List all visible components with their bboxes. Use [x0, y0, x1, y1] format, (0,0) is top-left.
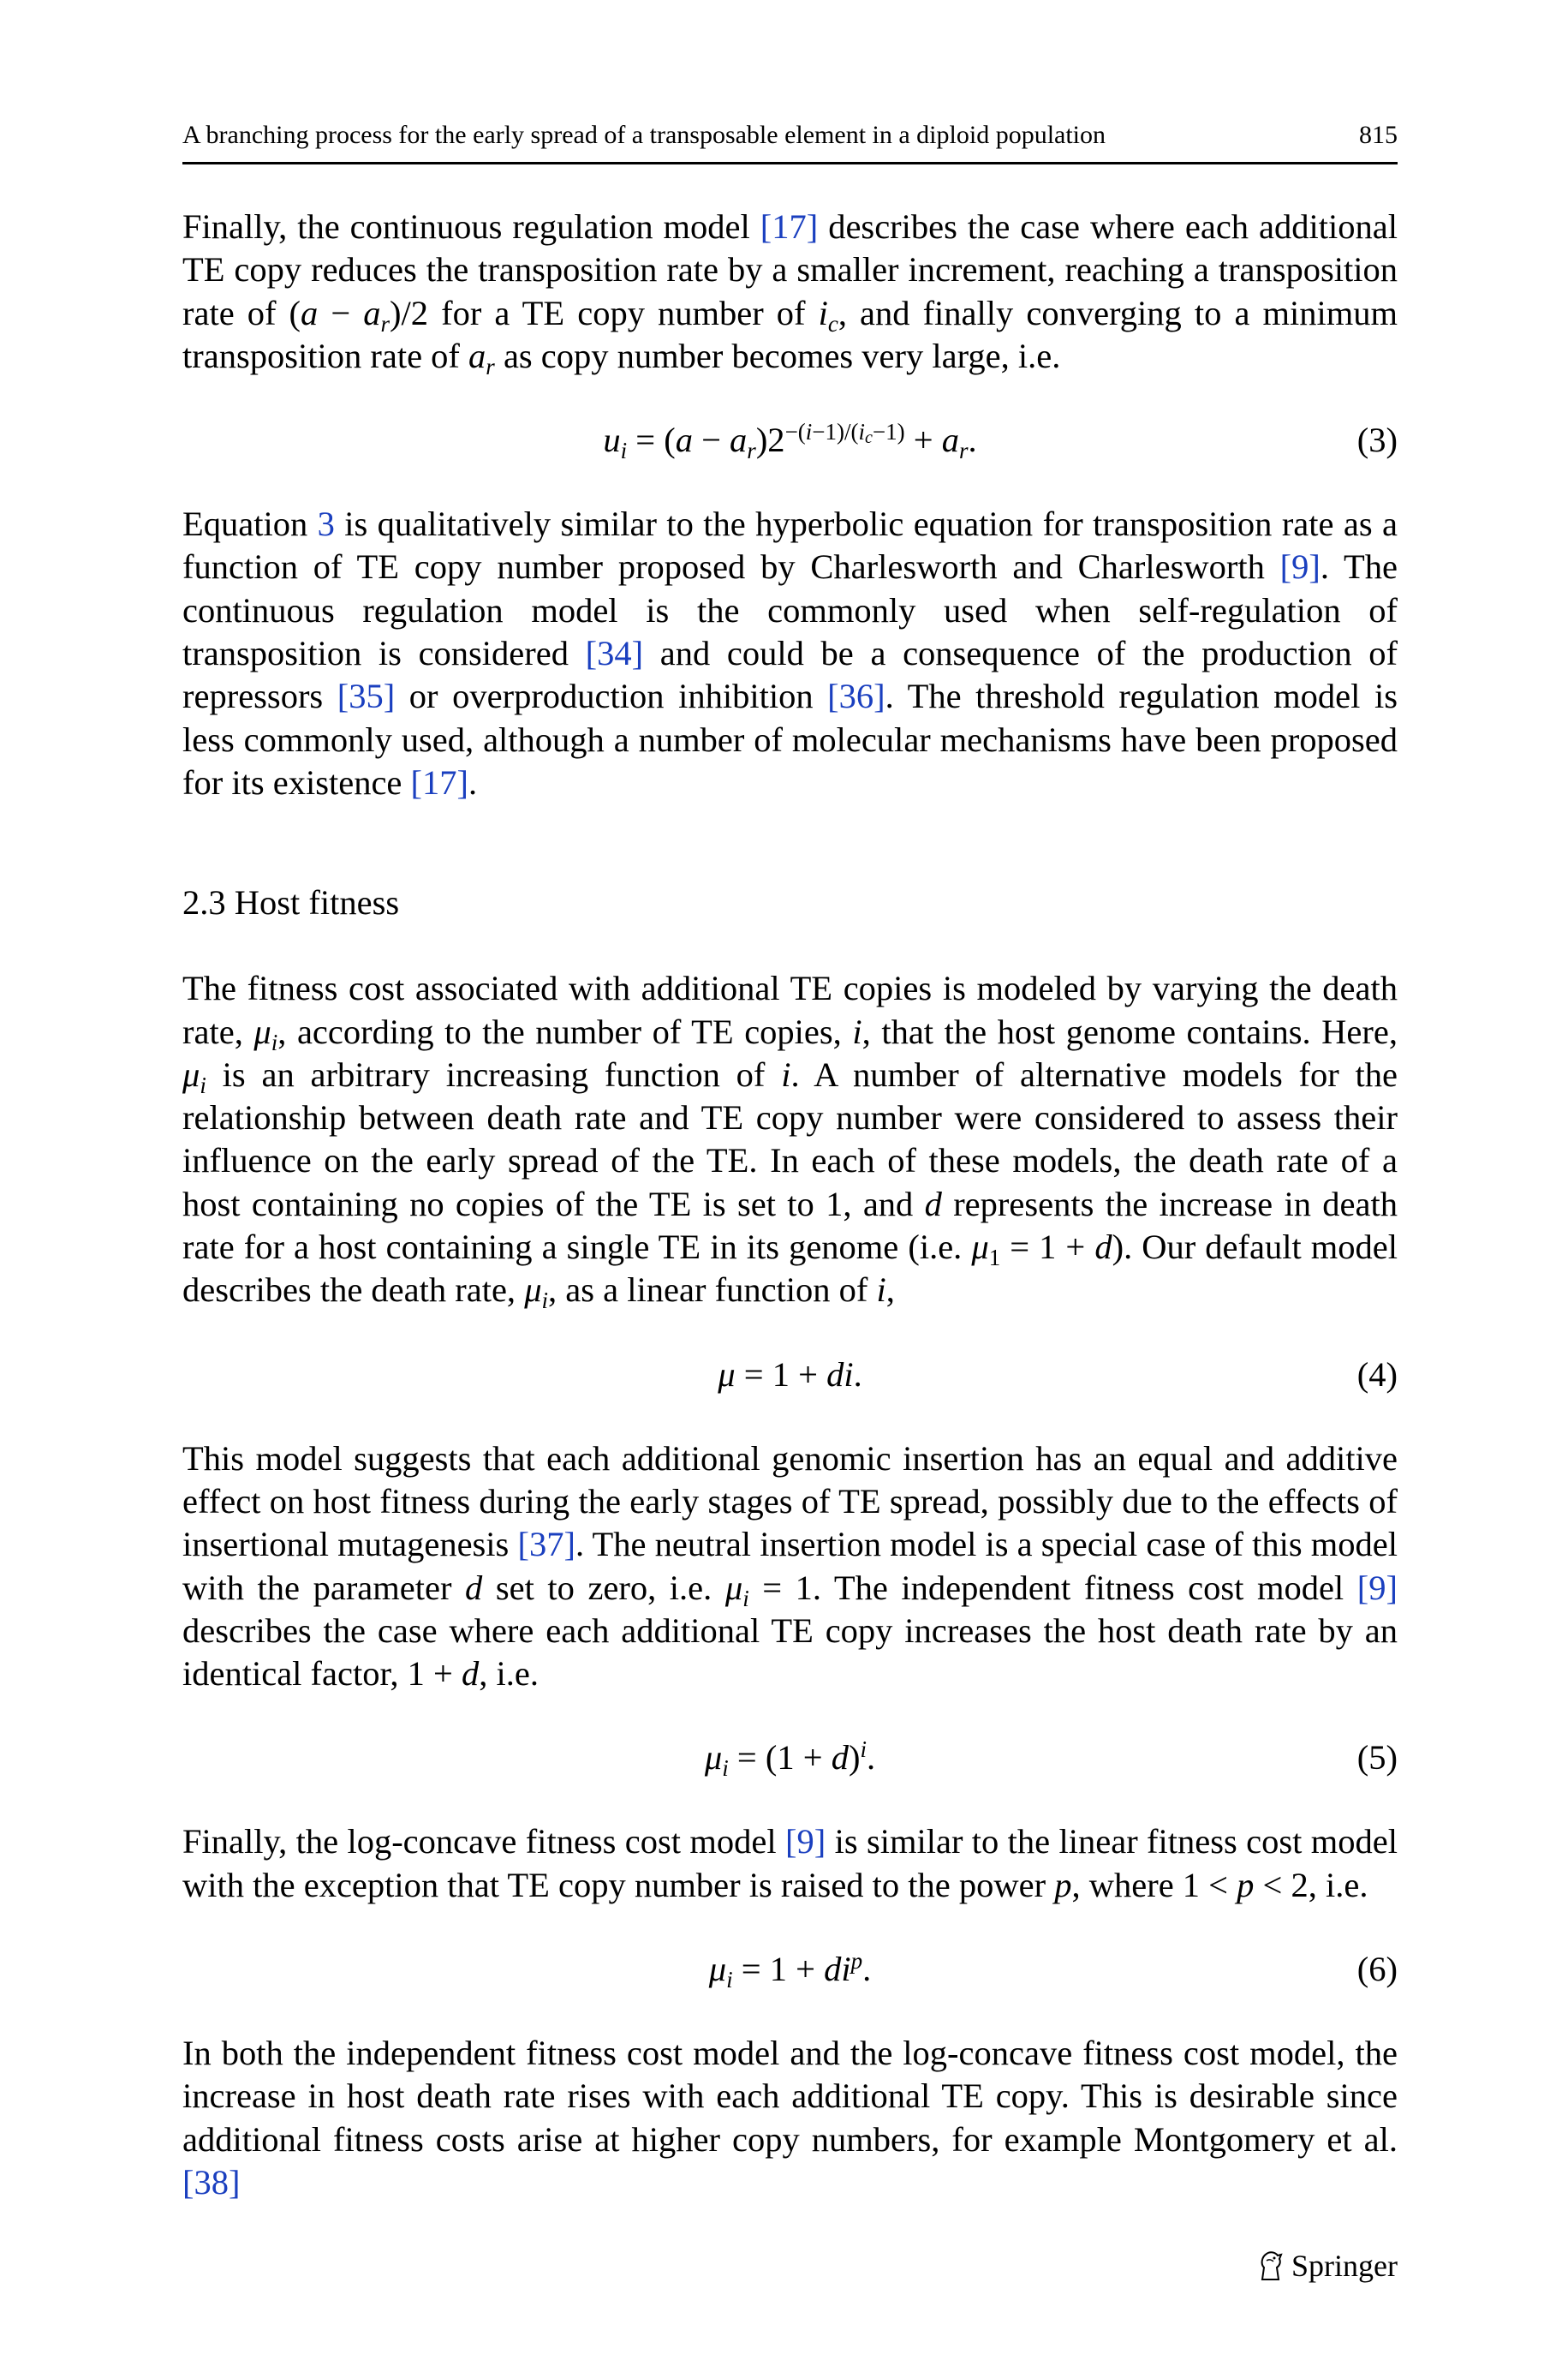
paragraph-log-concave-model: Finally, the log-concave fitness cost model [9] is similar to the linear fitness cost model with the exception that TE copy number is raised to the power p, where 1 < p < 2, i.e. [182, 1822, 1398, 1904]
equation-6-formula: $\mu_i = 1 + di^p$. [708, 1948, 872, 1993]
citation-link[interactable]: [38] [182, 2162, 241, 2202]
publisher-footer [1255, 2247, 1398, 2285]
paragraph-host-fitness: The fitness cost associated with additional TE copies is modeled by varying the death rate, $\mu_i$, according to the number of TE copies, i, that the host genome contains. Here, $\mu_i$ is an arbitrary increasing function of i. A number of alternative models for the relationship between death rate and TE copy number were considered to assess their influence on the early spread of the TE. In each of these models, the death rate of a host containing no copies of the TE is set to 1, and d represents the increase in death rate for a host containing a single TE in its genome (i.e. $\mu_1 = 1 + d$). Our default model describes the death rate, $\mu_i$, as a linear function of i, [182, 969, 1398, 1314]
citation-link[interactable]: [17] [410, 762, 469, 802]
equation-6 [182, 1948, 1398, 1991]
equation-5 [182, 1736, 1398, 1782]
citation-link[interactable]: [9] [1279, 547, 1321, 587]
equation-3 [182, 419, 1398, 462]
paragraph-continuous-regulation: Finally, the continuous regulation model [17] describes the case where each additional TE copy reduces the transposition rate by a smaller increment, reaching a transposition rate of $(a - a_r)/2$ for a TE copy number of $i_c$, and finally converging to a minimum transposition rate of $a_r$ as copy number becomes very large, i.e. [182, 207, 1398, 379]
page-body [182, 206, 1398, 2204]
springer-horse-icon [1255, 2249, 1285, 2283]
running-title: A branching process for the early spread of a transposable element in a diploid population [182, 121, 1106, 149]
equation-5-formula: $\mu_i = (1 + d)^i$. [704, 1736, 876, 1782]
citation-link[interactable]: [36] [827, 677, 885, 716]
page-number: 815 [1359, 121, 1398, 149]
citation-link[interactable]: [34] [585, 634, 644, 673]
equation-3-formula: $u_i = (a - a_r)2^{-(i-1)/(i_c-1)} + a_r$. [603, 419, 977, 464]
citation-link[interactable]: [35] [337, 677, 396, 716]
citation-link[interactable]: [9] [1356, 1568, 1398, 1607]
paragraph-fitness-comparison: In both the independent fitness cost model and the log-concave fitness cost model, the increase in host death rate rises with each additional TE copy. This is desirable since additional fitness costs arise at higher copy numbers, for example Montgomery et al. [38] [182, 2034, 1398, 2202]
equation-4-formula: μ = 1 + di. [718, 1354, 862, 1394]
citation-link[interactable]: [17] [760, 207, 819, 246]
equation-4-number: (4) [1356, 1354, 1398, 1394]
publisher-name: Springer [1291, 2249, 1398, 2283]
equation-4 [182, 1353, 1398, 1396]
section-heading: 2.3 Host fitness [182, 883, 400, 923]
equation-6-number: (6) [1356, 1950, 1398, 1989]
citation-link[interactable]: [37] [517, 1525, 575, 1564]
equation-3-number: (3) [1356, 421, 1398, 460]
equation-5-number: (5) [1356, 1738, 1398, 1778]
citation-link[interactable]: [9] [785, 1822, 826, 1861]
paragraph-linear-model: This model suggests that each additional genomic insertion has an equal and additive effect on host fitness during the early stages of TE spread, possibly due to the effects of insertional mutagenesis [37]. The neutral insertion model is a special case of this model with the parameter d set to zero, i.e. $\mu_i = 1$. The independent fitness cost model [9] describes the case where each additional TE copy increases the host death rate by an identical factor, 1 + d, i.e. [182, 1438, 1398, 1694]
equation-link[interactable]: 3 [317, 505, 335, 544]
paragraph-equation-3-discussion: Equation 3 is qualitatively similar to the hyperbolic equation for transposition rate as a function of TE copy number proposed by Charlesworth and Charlesworth [9]. The continuous regulation model is the commonly used when self-regulation of transposition is considered [34] and could be a consequence of the production of repressors [35] or overproduction inhibition [36]. The threshold regulation model is less commonly used, although a number of molecular mechanisms have been proposed for its existence [17]. [182, 505, 1398, 802]
header-rule [182, 162, 1398, 164]
